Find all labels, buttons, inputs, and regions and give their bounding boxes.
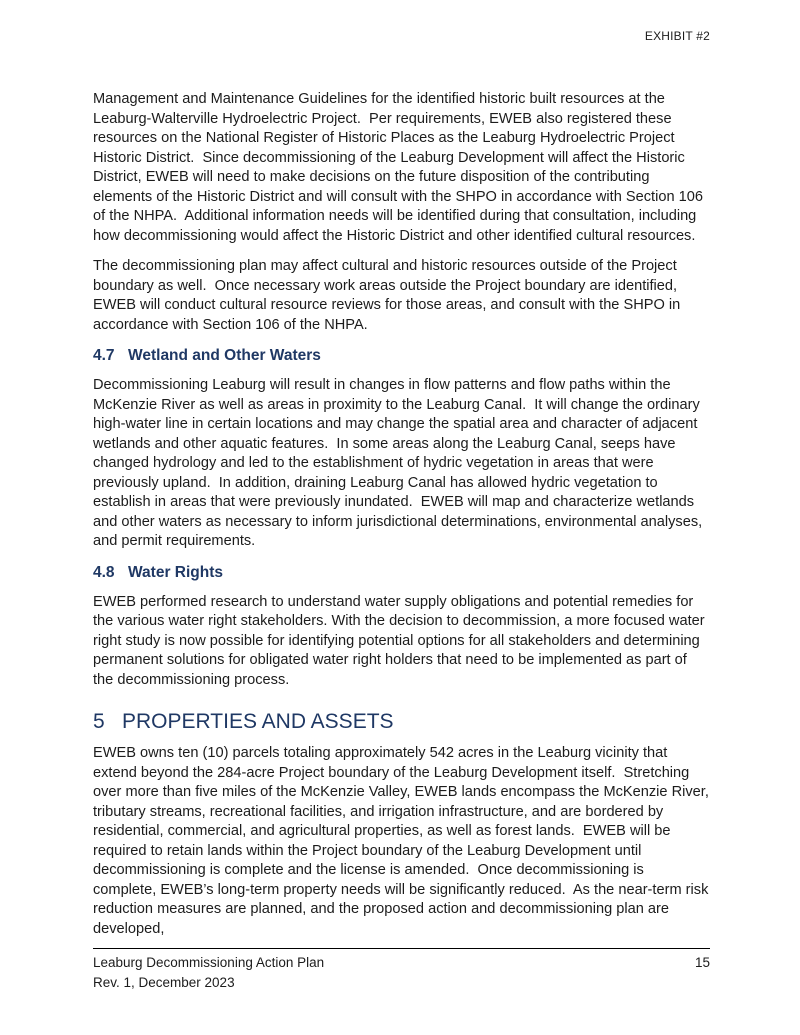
footer-row: [93, 953, 710, 973]
section-number: 4.8: [93, 563, 115, 581]
section-number: 4.7: [93, 347, 115, 364]
page-footer: [93, 948, 710, 993]
chapter-title: PROPERTIES AND ASSETS: [122, 710, 394, 733]
chapter-number: 5: [93, 710, 105, 733]
footer-doc-title: Leaburg Decommissioning Action Plan: [93, 955, 325, 970]
chapter-paragraph-properties: EWEB owns ten (10) parcels totaling approximately 542 acres in the Leaburg vicinity that extend beyond the 284-acre Project boundary of the Leaburg Development itself. Stretching over more than five miles of the McKenzie Valley, EWEB lands encompass the McKenzie River, tributary streams, recreational facilities, and irrigation infrastructure, and are bordered by residential, commercial, and agricultural properties, as well as forest lands. EWEB will be required to retain lands within the Project boundary of the Leaburg Development until decommissioning is complete and the license is amended. Once decommissioning is complete, EWEB’s long-term property needs will be significantly reduced. As the near-term risk reduction measures are planned, and the proposed action and decommissioning plan are developed,: [93, 745, 713, 937]
section-title: Wetland and Other Waters: [128, 347, 321, 364]
section-heading-wetland: [93, 346, 710, 366]
footer-page-number: 15: [694, 955, 710, 970]
section-title: Water Rights: [128, 563, 224, 581]
section-paragraph-wetland: Decommissioning Leaburg will result in changes in flow patterns and flow paths within the McKenzie River as well as areas in proximity to the Leaburg Canal. It will change the ordinary high-water line in certain locations and may change the spatial area and character of adjacent wetlands and other aquatic features. In some areas along the Leaburg Canal, seeps have changed hydrology and led to the establishment of hydric vegetation in areas that were previously upland. In addition, draining Leaburg Canal has allowed hydric vegetation to establish in areas that were previously inundated. EWEB will map and characterize wetlands and other waters as necessary to inform jurisdictional determinations, environmental analyses, and permit requirements.: [93, 377, 707, 549]
exhibit-label: EXHIBIT #2: [644, 29, 710, 43]
intro-paragraph-1: Management and Maintenance Guidelines for the identified historic built resources at the Leaburg-Walterville Hydroelectric Project. Per requirements, EWEB also registered these resources on the National Register of Historic Places as the Leaburg Hydroelectric Project Historic District. Since decommissioning of the Leaburg Development will affect the Historic District, EWEB will need to make decisions on the future disposition of the contributing elements of the Historic District and will consult with the SHPO in accordance with Section 106 of the NHPA. Additional information needs will be identified during that consultation, including how decommissioning would affect the Historic District and other identified cultural resources.: [93, 91, 708, 244]
section-paragraph-water-rights: EWEB performed research to understand water supply obligations and potential remedies for the various water right stakeholders. With the decision to decommission, a more focused water right study is now possible for identifying potential options for all stakeholders and determining permanent solutions for obligated water right holders that need to be implemented as part of the decommissioning process.: [93, 593, 709, 688]
section-heading-water-rights: [93, 563, 710, 583]
chapter-heading-properties: [93, 709, 710, 735]
footer-revision: Rev. 1, December 2023: [93, 975, 235, 990]
intro-paragraph-2: The decommissioning plan may affect cultural and historic resources outside of the Project boundary as well. Once necessary work areas outside the Project boundary are identified, EWEB will conduct cultural resource reviews for those areas, and consult with the SHPO in accordance with Section 106 of the NHPA.: [93, 258, 685, 333]
document-body: [93, 90, 713, 950]
